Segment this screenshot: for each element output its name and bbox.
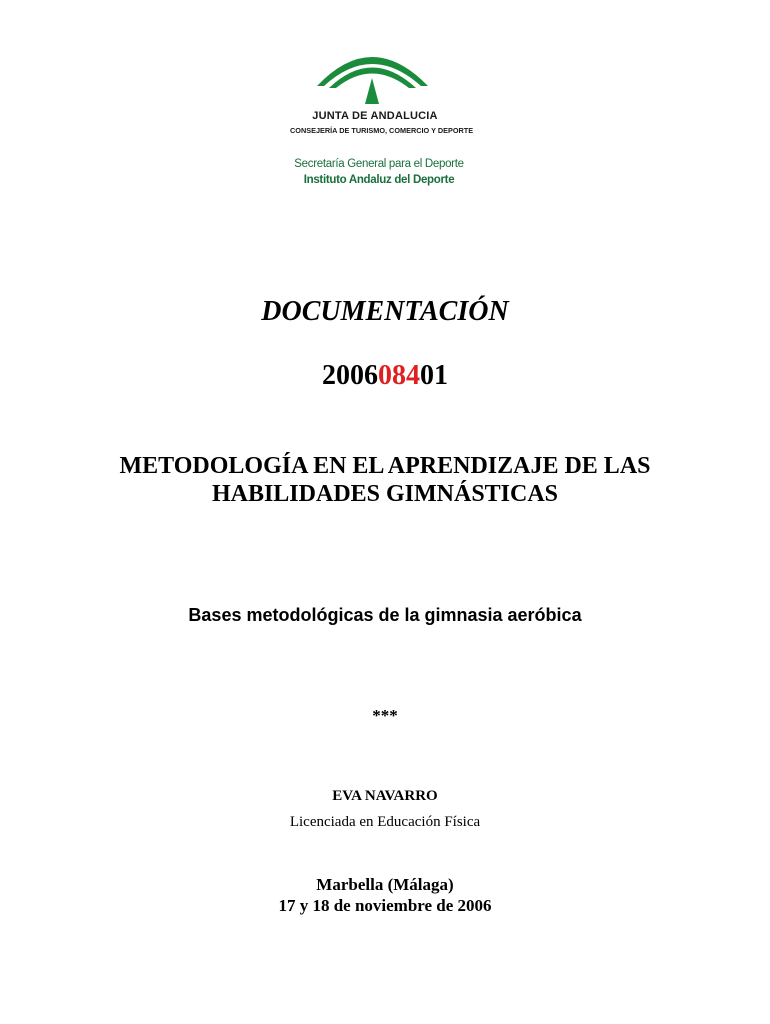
author-name: EVA NAVARRO (332, 788, 438, 804)
main-title (0, 452, 770, 508)
junta-emblem-icon (315, 42, 430, 106)
document-code (0, 360, 770, 392)
code-highlight: 084 (378, 360, 420, 391)
org-name: JUNTA DE ANDALUCIA (312, 110, 438, 122)
location: Marbella (Málaga) (316, 875, 454, 894)
date: 17 y 18 de noviembre de 2006 (278, 896, 492, 915)
code-suffix: 01 (420, 360, 448, 391)
title-line-2: HABILIDADES GIMNÁSTICAS (211, 481, 559, 507)
secretariat-name: Secretaría General para el Deporte (294, 158, 464, 170)
separator: *** (372, 706, 398, 725)
title-line-1: METODOLOGÍA EN EL APRENDIZAJE DE LAS (119, 453, 651, 479)
subtitle: Bases metodológicas de la gimnasia aeróbica (188, 605, 582, 625)
junta-andalucia-logo (290, 40, 480, 195)
code-prefix: 2006 (322, 360, 378, 391)
institute-name: Instituto Andaluz del Deporte (303, 174, 455, 186)
document-heading: DOCUMENTACIÓN (261, 296, 509, 327)
venue-date (0, 874, 770, 916)
department-name: CONSEJERÍA DE TURISMO, COMERCIO Y DEPORTE (290, 126, 474, 135)
author-degree: Licenciada en Educación Física (289, 814, 481, 830)
